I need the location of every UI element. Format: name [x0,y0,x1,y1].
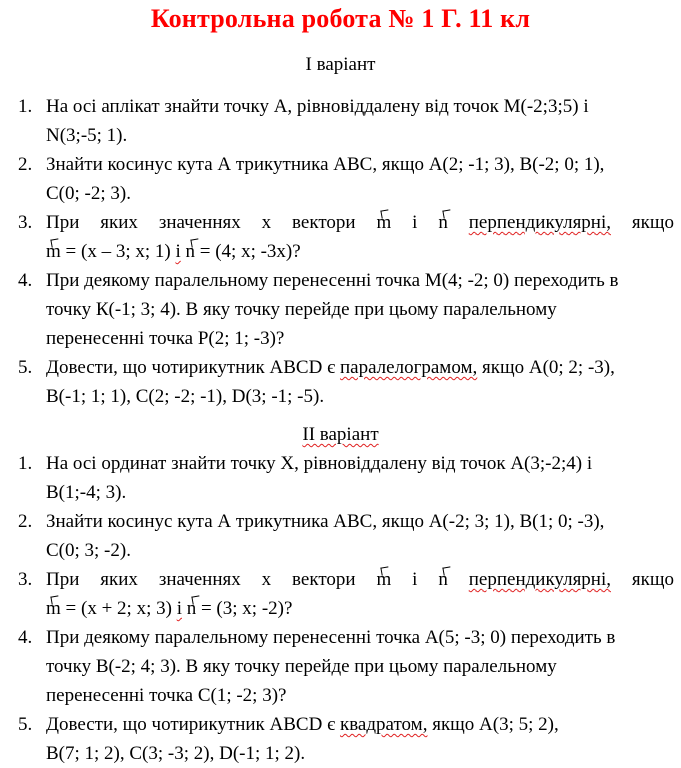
variant-2-heading [0,423,681,447]
task-text-line [46,710,674,739]
task-text-line: В(-1; 1; 1), С(2; -2; -1), D(3; -1; -5). [46,386,325,407]
task-text: Довести, що чотирикутник АВСD є [46,357,340,378]
spellcheck-word: перпендикулярні, [468,212,611,233]
task-text: При яких значеннях х вектори [46,569,356,590]
task-text-line: При деякому паралельному перенесенні точка М(4; -2; 0) переходить в [46,270,619,291]
task-text-line [46,208,674,237]
task-item [18,449,674,507]
task-item [18,266,674,353]
task-text-line: При деякому паралельному перенесенні точка А(5; -3; 0) переходить в [46,627,616,648]
task-text-line: На осі аплікат знайти точку А, рівновіддалену від точок М(-2;3;5) і [46,96,589,117]
vector-m: m [376,208,391,237]
task-text: якщо [631,569,675,590]
task-number: 1. [18,96,33,117]
spellcheck-word: і [176,598,182,619]
task-text: = (3; x; -2)? [196,598,293,619]
vector-n: n [187,594,197,623]
task-text: Довести, що чотирикутник АВСD є [46,714,340,735]
variant-1-heading: І варіант [305,54,376,75]
spellcheck-word: і [175,241,181,262]
task-text: якщо А(0; 2; -3), [477,357,615,378]
variant-2-task-list [18,449,674,768]
task-text-line: точку К(-1; 3; 4). В яку точку перейде при цьому паралельному [46,299,557,320]
task-text-line: точку В(-2; 4; 3). В яку точку перейде при цьому паралельному [46,656,557,677]
vector-n: n [438,208,448,237]
task-item [18,710,674,768]
task-text: і [412,212,418,233]
task-item [18,353,674,411]
task-number: 2. [18,154,33,175]
task-text-line: N(3;-5; 1). [46,125,128,146]
task-item [18,565,674,623]
task-text-line: С(0; 3; -2). [46,540,131,561]
task-text: якщо [631,212,675,233]
spellcheck-word: паралелограмом, [339,357,478,378]
task-item [18,623,674,710]
task-text: = (4; x; -3x)? [195,241,301,262]
task-text-line [46,353,674,382]
task-text: = (x – 3; x; 1) [60,241,176,262]
task-number: 2. [18,511,33,532]
task-number: 5. [18,357,33,378]
vector-n: n [186,237,196,266]
task-text-line: Знайти косинус кута А трикутника АВС, якщо А(2; -1; 3), В(-2; 0; 1), [46,154,605,175]
vector-m: m [46,237,61,266]
document-title: Контрольна робота № 1 Г. 11 кл [150,4,531,33]
vector-n: n [438,565,448,594]
task-number: 4. [18,270,33,291]
vector-m: m [376,565,391,594]
variant-2-heading-text: ІІ варіант [302,424,379,445]
task-text-line: перенесенні точка С(1; -2; 3)? [46,685,287,706]
task-number: 5. [18,714,33,735]
task-number: 3. [18,212,33,233]
task-text: якщо А(3; 5; 2), [427,714,559,735]
task-text-line: Знайти косинус кута А трикутника АВС, якщо А(-2; 3; 1), В(1; 0; -3), [46,511,605,532]
task-item [18,92,674,150]
task-number: 3. [18,569,33,590]
spellcheck-word: квадратом, [339,714,428,735]
task-item [18,150,674,208]
task-text: і [412,569,418,590]
task-text-line: В(7; 1; 2), С(3; -3; 2), D(-1; 1; 2). [46,743,306,764]
task-text-line [46,237,674,266]
task-text: При яких значеннях х вектори [46,212,356,233]
vector-m: m [46,594,61,623]
task-item [18,507,674,565]
task-number: 1. [18,453,33,474]
task-text-line [46,565,674,594]
variant-1-task-list [18,92,674,411]
task-text-line [46,594,674,623]
task-number: 4. [18,627,33,648]
task-item [18,208,674,266]
spellcheck-word: перпендикулярні, [468,569,611,590]
task-text-line: В(1;-4; 3). [46,482,127,503]
task-text-line: перенесенні точка Р(2; 1; -3)? [46,328,285,349]
task-text: = (x + 2; x; 3) [60,598,177,619]
task-text-line: На осі ординат знайти точку Х, рівновіддалену від точок А(3;-2;4) і [46,453,593,474]
task-text-line: С(0; -2; 3). [46,183,131,204]
